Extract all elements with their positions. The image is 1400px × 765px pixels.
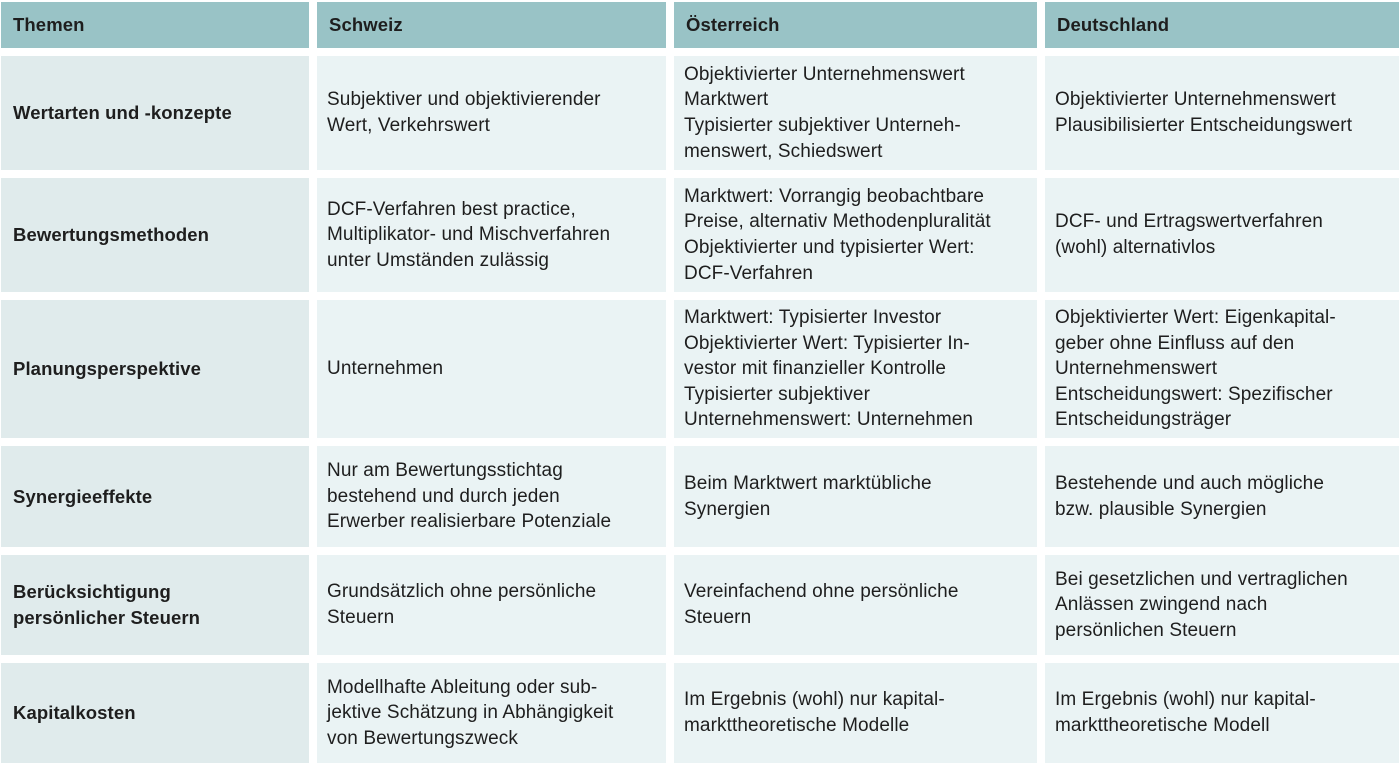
theme-cell [1,178,309,292]
theme-cell [1,663,309,763]
switzerland-cell [317,663,666,763]
header-austria: Österreich [674,2,1037,48]
cell-text-line: Objektivierter Unternehmenswert [684,63,965,85]
cell-text-line: Planungsperspektive [13,358,201,380]
cell-text-line: Wertarten und -konzepte [13,102,232,124]
cell-text-line: Marktwert: Vorrangig beobachtbare [684,185,985,207]
cell-text-line: Plausibilisierter Entscheidungswert [1055,115,1353,136]
germany-cell [1045,663,1399,763]
theme-cell [1,446,309,547]
cell-text-line: Unternehmenswert: Unternehmen [684,409,974,431]
cell-text-line: Objektivierter Wert: Eigenkapital- [1055,307,1336,329]
cell-text-line: Beim Marktwert marktübliche [684,472,932,494]
cell-text-line: unter Umständen zulässig [327,249,550,271]
cell-text-line: jektive Schätzung in Abhängigkeit [327,702,614,724]
cell-text-line: Kapitalkosten [13,702,136,724]
cell-text-line: bestehend und durch jeden [327,485,560,507]
switzerland-cell [317,555,666,655]
cell-text-line: Vereinfachend ohne persönliche [684,581,959,603]
germany-cell [1045,300,1399,438]
cell-text-line: Objektivierter Unternehmenswert [1055,89,1336,111]
cell-text-line: Nur am Bewertungsstichtag [327,460,563,482]
cell-text-line: Marktwert: Typisierter Investor [684,307,942,329]
austria-cell [674,446,1037,547]
cell-text-line: DCF-Verfahren [684,262,814,284]
cell-text-line: Unternehmen [327,358,444,380]
cell-text-line: Modellhafte Ableitung oder sub- [327,676,598,698]
theme-cell [1,300,309,438]
cell-text-line: DCF-Verfahren best practice, [327,198,576,220]
cell-text-line: persönlicher Steuern [13,607,201,628]
austria-cell [674,300,1037,438]
header-themes: Themen [1,2,309,48]
switzerland-cell [317,446,666,547]
cell-text-line: Entscheidungswert: Spezifischer [1055,383,1333,405]
cell-text-line: Steuern [684,607,752,628]
austria-cell [674,178,1037,292]
theme-cell [1,555,309,655]
cell-text-line: persönlichen Steuern [1055,619,1237,641]
switzerland-cell [317,178,666,292]
germany-cell [1045,56,1399,170]
cell-text-line: geber ohne Einfluss auf den [1055,332,1295,354]
cell-text-line: Grundsätzlich ohne persönliche [327,581,597,603]
theme-cell [1,56,309,170]
cell-text-line: (wohl) alternativlos [1055,237,1216,258]
cell-text-line: von Bewertungszweck [327,727,518,749]
cell-text-line: Typisierter subjektiver Unterneh- [684,115,961,136]
cell-text-line: Wert, Verkehrswert [327,115,490,136]
cell-text-line: menswert, Schiedswert [684,140,883,162]
cell-text-line: Objektivierter Wert: Typisierter In- [684,332,970,354]
cell-text-line: Typisierter subjektiver [684,383,871,405]
cell-text-line: Subjektiver und objektivierender [327,89,601,111]
austria-cell [674,555,1037,655]
germany-cell [1045,178,1399,292]
header-germany: Deutschland [1045,2,1399,48]
austria-cell [674,663,1037,763]
cell-text-line: Marktwert [684,89,769,111]
cell-text-line: markttheoretische Modelle [684,715,910,736]
cell-text-line: Synergien [684,498,771,520]
germany-cell [1045,446,1399,547]
cell-text-line: Preise, alternativ Methodenpluralität [684,211,991,233]
cell-text-line: Unternehmenswert [1055,358,1218,380]
cell-text-line: DCF- und Ertragswertverfahren [1055,211,1323,233]
cell-text-line: Bestehende und auch mögliche [1055,472,1324,494]
cell-text-line: Multiplikator- und Mischverfahren [327,224,611,246]
cell-text-line: Anlässen zwingend nach [1055,594,1268,616]
switzerland-cell [317,56,666,170]
header-switzerland: Schweiz [317,2,666,48]
cell-text-line: Steuern [327,607,395,628]
cell-text-line: Entscheidungsträger [1055,409,1232,431]
cell-text-line: Objektivierter und typisierter Wert: [684,237,975,258]
cell-text-line: bzw. plausible Synergien [1055,498,1267,520]
cell-text-line: vestor mit finanzieller Kontrolle [684,358,947,380]
cell-text-line: markttheoretische Modell [1055,715,1270,736]
cell-text-line: Im Ergebnis (wohl) nur kapital- [1055,689,1316,711]
cell-text-line: Im Ergebnis (wohl) nur kapital- [684,689,945,711]
switzerland-cell [317,300,666,438]
germany-cell [1045,555,1399,655]
cell-text-line: Synergieeffekte [13,485,153,507]
cell-text-line: Erwerber realisierbare Potenziale [327,511,612,533]
cell-text-line: Berücksichtigung [13,581,171,603]
cell-text-line: Bewertungsmethoden [13,224,210,246]
cell-text-line: Bei gesetzlichen und vertraglichen [1055,568,1348,590]
austria-cell [674,56,1037,170]
